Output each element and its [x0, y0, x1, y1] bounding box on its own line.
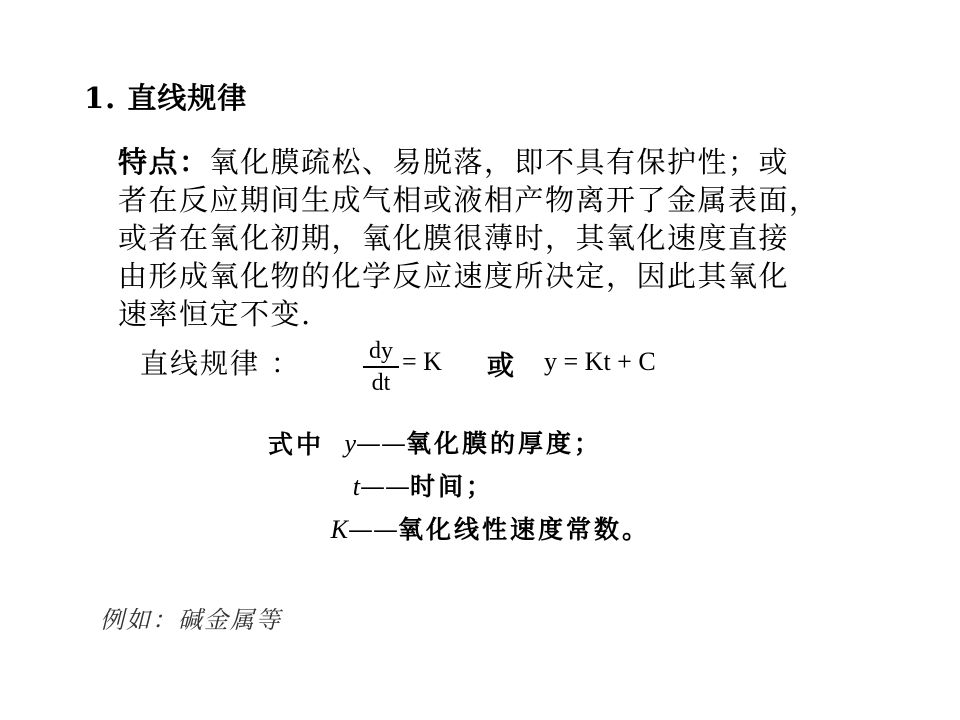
definition-dash: ——	[360, 472, 410, 501]
definition-text: 氧化线性速度常数。	[398, 515, 651, 544]
fraction-denominator: dt	[371, 370, 391, 396]
features-paragraph	[118, 143, 838, 333]
linear-equation: y = Kt + C	[544, 347, 656, 376]
definition-t	[330, 467, 494, 503]
definition-text: 时间；	[410, 472, 495, 501]
paragraph-line: 由形成氧化物的化学反应速度所决定，因此其氧化	[118, 259, 790, 293]
paragraph-line: 或者在氧化初期，氧化膜很薄时，其氧化速度直接	[118, 221, 790, 255]
definition-text: 氧化膜的厚度；	[406, 429, 603, 458]
paragraph-line	[118, 143, 838, 181]
definition-dash: ——	[356, 429, 406, 458]
definition-symbol: t	[352, 472, 360, 501]
paragraph-line: 速率恒定不变.	[118, 297, 312, 331]
features-lead: 特点：	[118, 145, 210, 179]
definition-y	[326, 424, 602, 460]
example-note: 例如：碱金属等	[100, 606, 282, 634]
where-label: 式中	[268, 430, 325, 459]
fraction-bar	[363, 366, 399, 368]
rate-equation-rhs: = K	[402, 347, 442, 376]
paragraph-line-text: 氧化膜疏松、易脱落，即不具有保护性；或	[209, 145, 790, 179]
law-label: 直线规律 ：	[140, 347, 301, 380]
definition-symbol: K	[330, 515, 348, 544]
paragraph-line: 者在反应期间生成气相或液相产物离开了金属表面，	[118, 183, 820, 217]
definition-k	[318, 510, 650, 546]
derivative-fraction	[363, 338, 399, 396]
or-connector: 或	[487, 351, 514, 382]
section-heading: 1. 直线规律	[84, 81, 248, 115]
fraction-numerator: dy	[369, 338, 393, 364]
definition-symbol: y	[344, 429, 356, 458]
definition-dash: ——	[348, 515, 398, 544]
